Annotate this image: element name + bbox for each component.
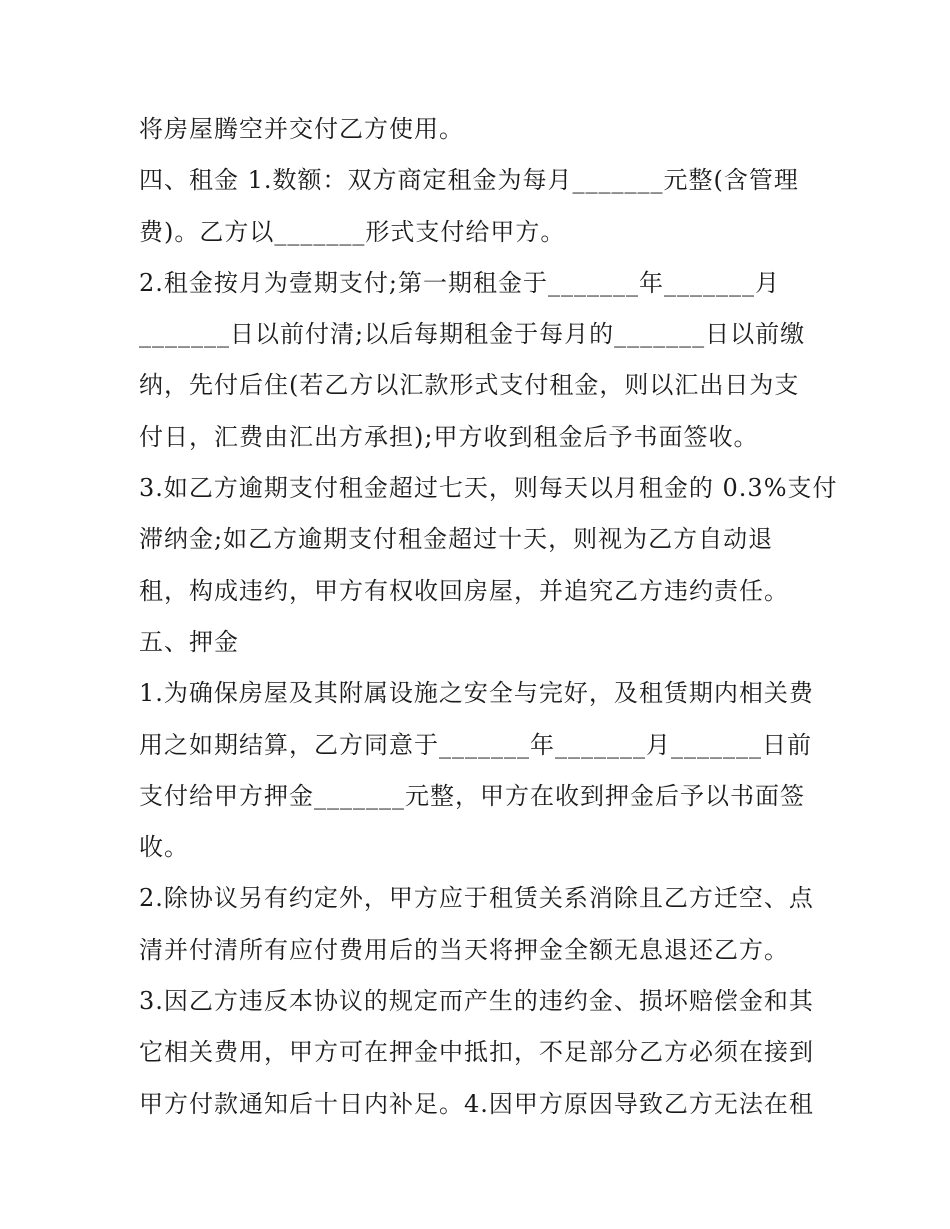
text-line: 2.除协议另有约定外，甲方应于租赁关系消除且乙方迁空、点 (139, 884, 814, 913)
text-line: 用之如期结算，乙方同意于_______年_______月_______日前 (139, 730, 812, 759)
text-line: 3.因乙方违反本协议的规定而产生的违约金、损坏赔偿金和其 (139, 987, 814, 1016)
text-line: 清并付清所有应付费用后的当天将押金全额无息退还乙方。 (139, 935, 789, 964)
document-body (139, 104, 838, 1130)
section-heading: 五、押金 (139, 627, 239, 656)
text-line: 收。 (139, 833, 189, 862)
text-line: 它相关费用，甲方可在押金中抵扣，不足部分乙方必须在接到 (139, 1038, 814, 1067)
text-line: 1.为确保房屋及其附属设施之安全与完好，及租赁期内相关费 (139, 679, 814, 708)
text-line: 将房屋腾空并交付乙方使用。 (139, 115, 464, 143)
text-line: 甲方付款通知后十日内补足。4.因甲方原因导致乙方无法在租 (139, 1089, 814, 1118)
text-line: 付日，汇费由汇出方承担);甲方收到租金后予书面签收。 (139, 422, 759, 451)
text-line: 四、租金 1.数额：双方商定租金为每月_______元整(含管理 (139, 166, 799, 195)
text-line: 租，构成违约，甲方有权收回房屋，并追究乙方违约责任。 (139, 576, 789, 605)
text-line: 滞纳金;如乙方逾期支付租金超过十天，则视为乙方自动退 (139, 525, 774, 554)
text-line: 2.租金按月为壹期支付;第一期租金于_______年_______月 (139, 268, 780, 297)
text-line: _______日以前付清;以后每期租金于每月的_______日以前缴 (139, 320, 806, 349)
text-line: 支付给甲方押金_______元整，甲方在收到押金后予以书面签 (139, 781, 805, 810)
text-line: 纳，先付后住(若乙方以汇款形式支付租金，则以汇出日为支 (139, 371, 800, 400)
text-line: 费)。乙方以_______形式支付给甲方。 (139, 217, 566, 246)
text-line: 3.如乙方逾期支付租金超过七天，则每天以月租金的 0.3%支付 (139, 474, 838, 503)
